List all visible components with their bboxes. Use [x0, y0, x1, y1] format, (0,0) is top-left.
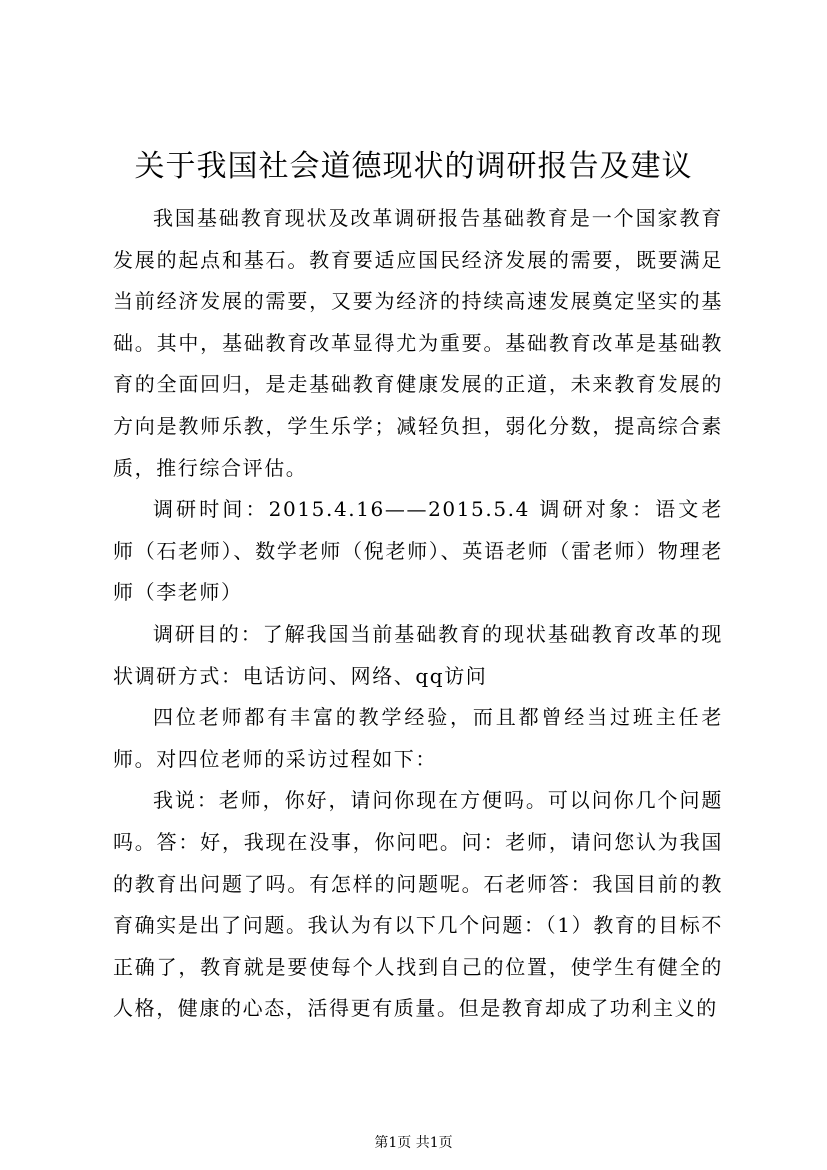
paragraph-survey-purpose: 调研目的：了解我国当前基础教育的现状基础教育改革的现状调研方式：电话访问、网络、qq访问: [113, 621, 723, 688]
paragraph-teachers: 四位老师都有丰富的教学经验，而且都曾经当过班主任老师。对四位老师的采访过程如下：: [113, 705, 723, 771]
page-number-footer: 第1页 共1页: [374, 1135, 453, 1151]
document-body: [113, 198, 723, 1030]
document-title: 关于我国社会道德现状的调研报告及建议: [134, 149, 693, 184]
paragraph-intro: 我国基础教育现状及改革调研报告基础教育是一个国家教育发展的起点和基石。教育要适应国民经济发展的需要，既要满足当前经济发展的需要，又要为经济的持续高速发展奠定坚实的基础。其中，基础教育改革显得尤为重要。基础教育改革是基础教育的全面回归，是走基础教育健康发展的正道，未来教育发展的方向是教师乐教，学生乐学；减轻负担，弱化分数，提高综合素质，推行综合评估。: [113, 206, 723, 480]
paragraph-interview: 我说：老师，你好，请问你现在方便吗。可以问你几个问题吗。答：好，我现在没事，你问吧。问：老师，请问您认为我国的教育出问题了吗。有怎样的问题呢。石老师答：我国目前的教育确实是出了问题。我认为有以下几个问题：（1）教育的目标不正确了，教育就是要使每个人找到自己的位置，使学生有健全的人格，健康的心态，活得更有质量。但是教育却成了功利主义的: [113, 788, 723, 1021]
paragraph-survey-time: 调研时间：2015.4.16——2015.5.4 调研对象：语文老师（石老师）、数学老师（倪老师）、英语老师（雷老师）物理老师（李老师）: [113, 497, 723, 605]
